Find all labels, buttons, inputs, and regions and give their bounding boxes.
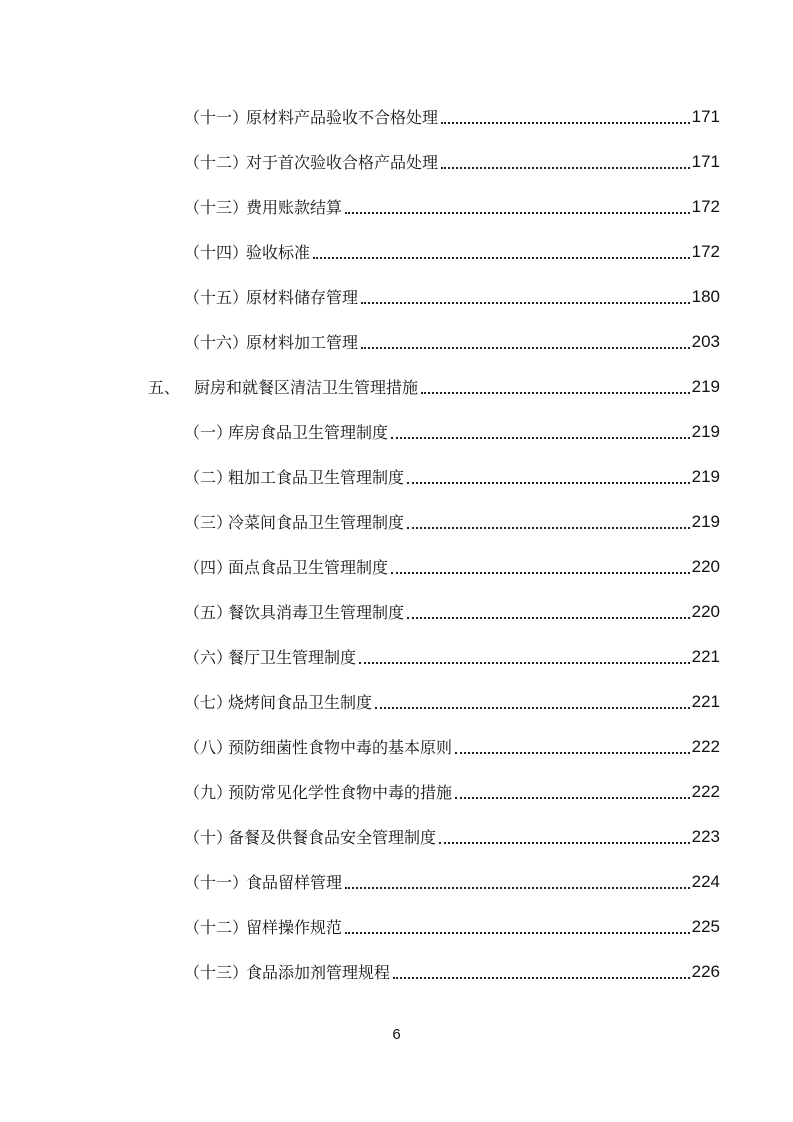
toc-entry[interactable]: [0, 409, 793, 454]
toc-entry[interactable]: [0, 544, 793, 589]
dot-leader: [313, 257, 690, 259]
toc-entry[interactable]: [0, 769, 793, 814]
toc-entry-page: 219: [691, 376, 720, 396]
toc-entry-number: （十五）: [184, 288, 249, 307]
toc-entry-number: （十二）: [184, 153, 249, 172]
toc-entry-number: （十六）: [184, 333, 249, 352]
toc-section-number: 五、: [148, 378, 181, 397]
toc-entry[interactable]: [0, 139, 793, 184]
toc-entry-title: 备餐及供餐食品安全管理制度: [228, 828, 437, 847]
dot-leader: [407, 527, 690, 529]
toc-entry-page: 219: [691, 421, 720, 441]
toc-entry-number: （十三）: [184, 198, 249, 217]
toc-entry-title: 验收标准: [246, 243, 311, 262]
dot-leader: [375, 707, 690, 709]
toc-entry[interactable]: [0, 319, 793, 364]
toc-entry-page: 180: [691, 286, 720, 306]
toc-entry-page: 220: [691, 601, 720, 621]
toc-entry[interactable]: [0, 679, 793, 724]
toc-entry-page: 172: [691, 196, 720, 216]
dot-leader: [391, 572, 690, 574]
toc-entry-title: 面点食品卫生管理制度: [228, 558, 389, 577]
toc-entry[interactable]: [0, 724, 793, 769]
toc-entry-page: 219: [691, 511, 720, 531]
toc-entry-number: （十四）: [184, 243, 249, 262]
dot-leader: [455, 752, 690, 754]
dot-leader: [361, 302, 690, 304]
toc-entry-number: （二）: [184, 468, 233, 487]
toc-section-entry[interactable]: [0, 364, 793, 409]
toc-entry-number: （十三）: [184, 963, 249, 982]
dot-leader: [361, 347, 690, 349]
toc-entry-page: 224: [691, 871, 720, 891]
dot-leader: [455, 797, 690, 799]
toc-entry-page: 222: [691, 781, 720, 801]
toc-entry[interactable]: [0, 274, 793, 319]
toc-entry-page: 223: [691, 826, 720, 846]
toc-entry-number: （十一）: [184, 873, 249, 892]
toc-entry-number: （十）: [184, 828, 233, 847]
toc-entry[interactable]: [0, 229, 793, 274]
page-number: 6: [392, 1026, 401, 1043]
toc-entry-number: （十二）: [184, 918, 249, 937]
toc-entry-number: （五）: [184, 603, 233, 622]
dot-leader: [441, 167, 690, 169]
toc-entry-title: 原材料储存管理: [246, 288, 359, 307]
toc-section-title: 厨房和就餐区清洁卫生管理措施: [194, 378, 419, 397]
toc-entry-page: 221: [691, 646, 720, 666]
toc-entry-number: （一）: [184, 423, 233, 442]
toc-entry-title: 预防细菌性食物中毒的基本原则: [228, 738, 453, 757]
toc-entry-title: 原材料产品验收不合格处理: [246, 108, 439, 127]
toc-entry[interactable]: [0, 949, 793, 994]
toc-entry[interactable]: [0, 94, 793, 139]
toc-entry-page: 171: [691, 151, 720, 171]
toc-entry-page: 220: [691, 556, 720, 576]
dot-leader: [345, 212, 690, 214]
toc-entry-page: 221: [691, 691, 720, 711]
dot-leader: [345, 887, 690, 889]
toc-entry-title: 粗加工食品卫生管理制度: [228, 468, 405, 487]
toc-entry[interactable]: [0, 634, 793, 679]
dot-leader: [421, 392, 690, 394]
toc-entry-page: 226: [691, 961, 720, 981]
toc-entry-title: 食品留样管理: [246, 873, 343, 892]
toc-entry-title: 费用账款结算: [246, 198, 343, 217]
toc-entry[interactable]: [0, 814, 793, 859]
toc-entry-number: （八）: [184, 738, 233, 757]
toc-entry[interactable]: [0, 499, 793, 544]
toc-entry-page: 225: [691, 916, 720, 936]
dot-leader: [439, 842, 690, 844]
table-of-contents: [0, 94, 793, 994]
toc-entry[interactable]: [0, 859, 793, 904]
toc-entry-number: （十一）: [184, 108, 249, 127]
toc-entry-page: 171: [691, 106, 720, 126]
toc-entry[interactable]: [0, 184, 793, 229]
toc-entry-number: （四）: [184, 558, 233, 577]
toc-entry[interactable]: [0, 904, 793, 949]
toc-entry-title: 餐厅卫生管理制度: [228, 648, 357, 667]
dot-leader: [393, 977, 690, 979]
toc-entry-title: 库房食品卫生管理制度: [228, 423, 389, 442]
dot-leader: [407, 482, 690, 484]
toc-entry-title: 冷菜间食品卫生管理制度: [228, 513, 405, 532]
toc-entry-title: 原材料加工管理: [246, 333, 359, 352]
toc-entry-number: （三）: [184, 513, 233, 532]
toc-entry-number: （七）: [184, 693, 233, 712]
toc-entry-title: 预防常见化学性食物中毒的措施: [228, 783, 453, 802]
toc-entry-page: 172: [691, 241, 720, 261]
toc-entry-page: 203: [691, 331, 720, 351]
dot-leader: [391, 437, 690, 439]
toc-entry-title: 餐饮具消毒卫生管理制度: [228, 603, 405, 622]
dot-leader: [359, 662, 690, 664]
toc-entry[interactable]: [0, 454, 793, 499]
dot-leader: [345, 932, 690, 934]
toc-entry[interactable]: [0, 589, 793, 634]
toc-entry-title: 烧烤间食品卫生制度: [228, 693, 373, 712]
toc-entry-title: 食品添加剂管理规程: [246, 963, 391, 982]
dot-leader: [441, 122, 690, 124]
toc-entry-title: 留样操作规范: [246, 918, 343, 937]
toc-entry-title: 对于首次验收合格产品处理: [246, 153, 439, 172]
toc-entry-number: （六）: [184, 648, 233, 667]
dot-leader: [407, 617, 690, 619]
toc-entry-page: 222: [691, 736, 720, 756]
toc-entry-page: 219: [691, 466, 720, 486]
toc-entry-number: （九）: [184, 783, 233, 802]
